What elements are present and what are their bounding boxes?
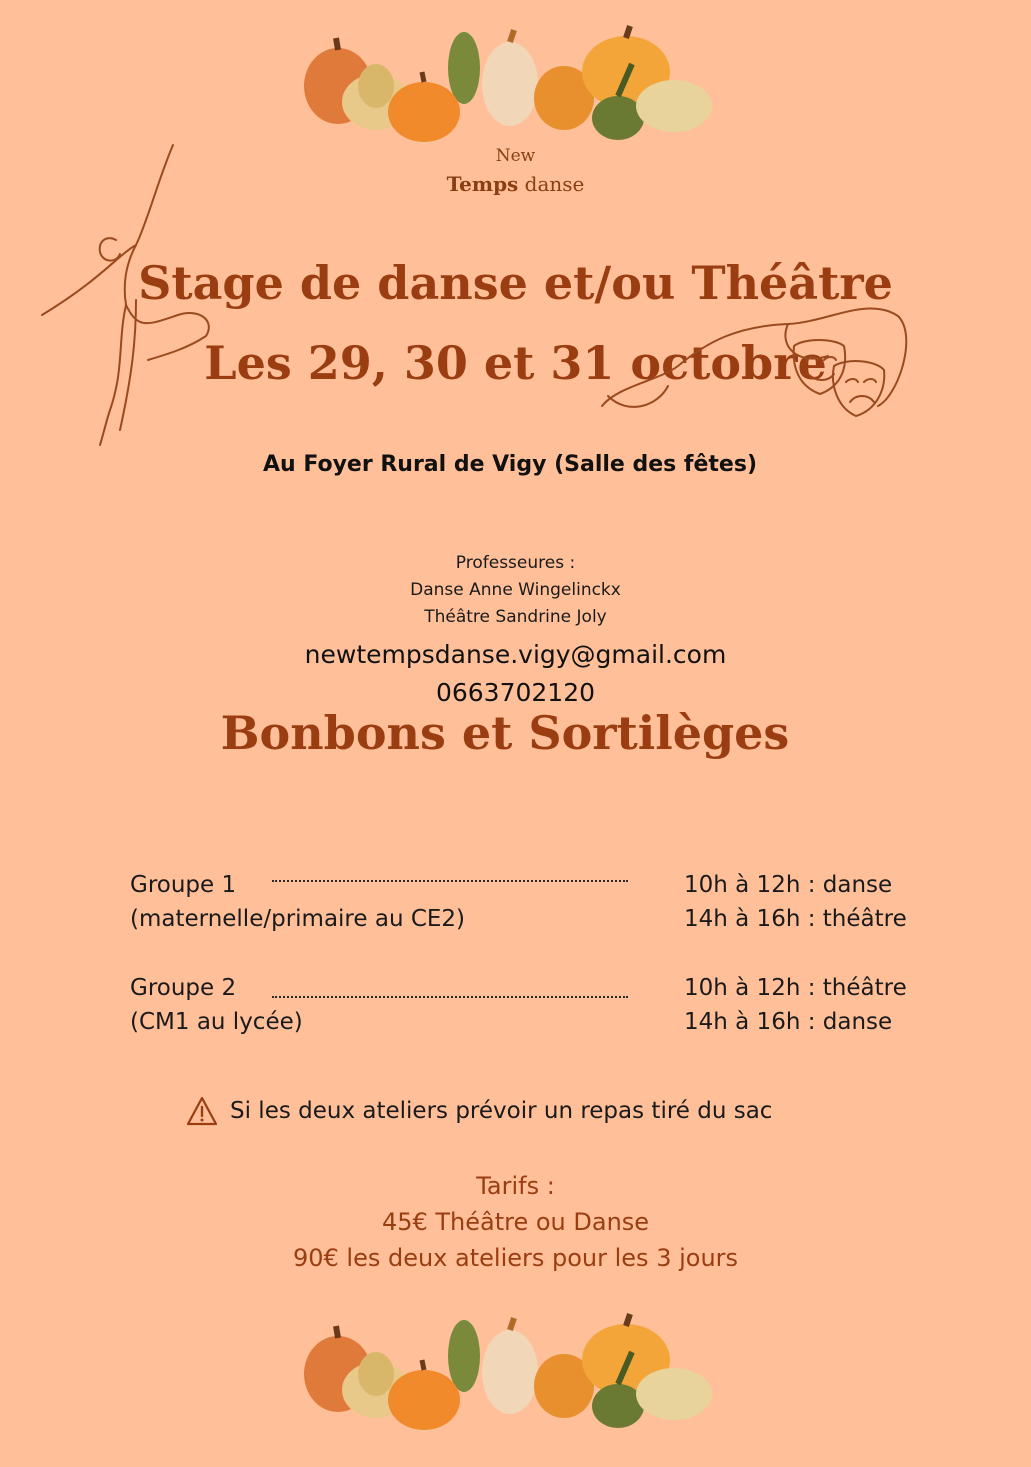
pricing-label: Tarifs : (476, 1172, 555, 1200)
group-2-leader-dots (272, 996, 628, 998)
warning-text: Si les deux ateliers prévoir un repas tiré du sac (230, 1098, 773, 1124)
group-1-leader-dots (272, 880, 628, 882)
logo-rest-word: danse (518, 172, 585, 196)
logo-bold-word: Temps (446, 172, 519, 196)
group-2-detail: (CM1 au lycée) (130, 1009, 303, 1035)
group-2-name: Groupe 2 (130, 975, 237, 1001)
group-1-slot-1: 10h à 12h : danse (684, 872, 893, 898)
group-1-detail: (maternelle/primaire au CE2) (130, 906, 466, 932)
page-title: Stage de danse et/ou Théâtre (138, 256, 893, 310)
pumpkins-bottom-illustration (296, 1308, 726, 1433)
teachers-label: Professeures : (455, 553, 576, 573)
group-2-slot-1: 10h à 12h : théâtre (684, 975, 907, 1001)
pumpkins-top-illustration (296, 20, 726, 145)
warning-triangle-icon (186, 1096, 218, 1126)
teacher-dance: Danse Anne Wingelinckx (410, 580, 621, 600)
teacher-theatre: Théâtre Sandrine Joly (424, 607, 607, 627)
contact-email: newtempsdanse.vigy@gmail.com (304, 640, 727, 669)
meal-warning (186, 1096, 772, 1126)
group-1-name: Groupe 1 (130, 872, 237, 898)
event-dates: Les 29, 30 et 31 octobre (204, 336, 827, 390)
theatre-masks-illustration (598, 286, 910, 436)
pricing-single: 45€ Théâtre ou Danse (381, 1208, 650, 1236)
group-2-slot-2: 14h à 16h : danse (684, 1009, 893, 1035)
venue: Au Foyer Rural de Vigy (Salle des fêtes) (262, 452, 758, 477)
group-1-slot-2: 14h à 16h : théâtre (684, 906, 907, 932)
pricing-both: 90€ les deux ateliers pour les 3 jours (292, 1244, 739, 1272)
logo-line-new: New (495, 146, 536, 166)
contact-phone: 0663702120 (435, 678, 596, 707)
event-subtitle: Bonbons et Sortilèges (220, 706, 790, 760)
